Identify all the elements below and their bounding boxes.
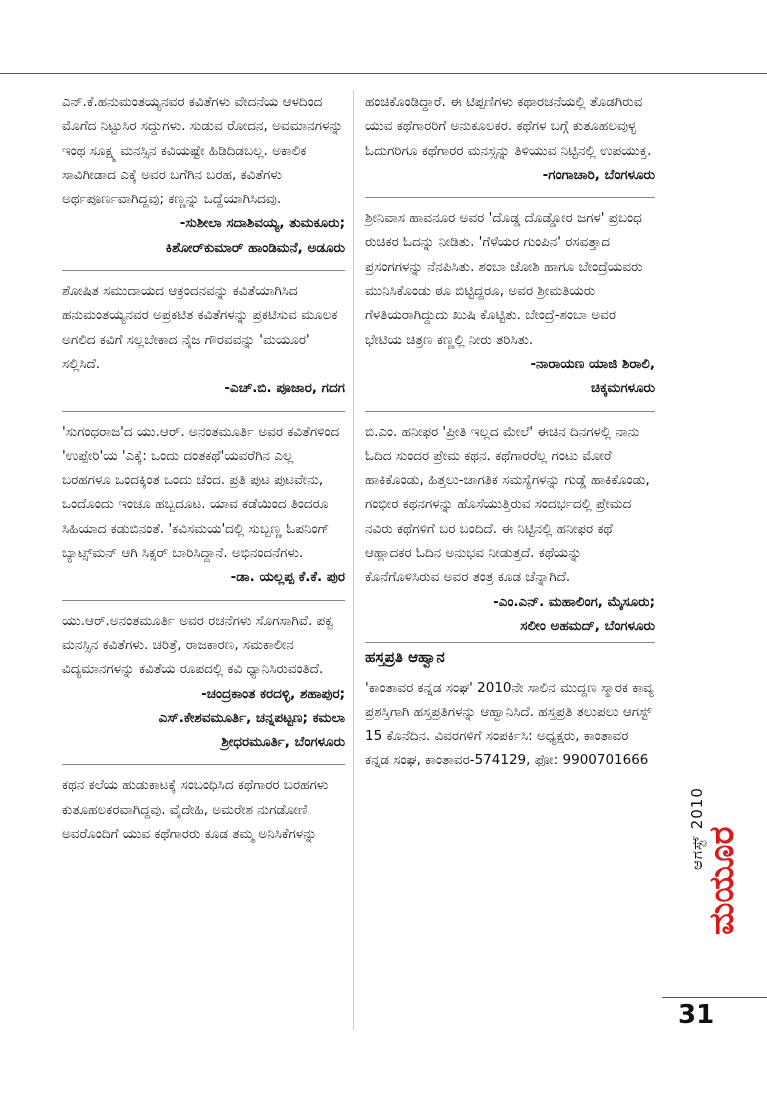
letter-text: ಹಂಚಿಕೊಂಡಿದ್ದಾರೆ. ಈ ಟಿಪ್ಪಣಿಗಳು ಕಥಾರಚನೆಯಲ್ಲಿ ತೊಡಗಿರುವ ಯುವ ಕಥೆಗಾರರಿಗೆ ಅನುಕೂಲಕರ. ಕಥೆಗಳ ಬಗ್ಗೆ ಕುತೂಹಲವುಳ್ಳ ಓದುಗರಿಗೂ ಕಥೆಗಾರರ ಮನಸ್ಸನ್ನು ತಿಳಿಯುವ ನಿಟ್ಟಿನಲ್ಲಿ ಉಪಯುಕ್ತ. [365,94,652,159]
reader-letter [365,90,655,187]
reader-letter [365,197,655,400]
magazine-name: ಮಯೂರ [702,826,742,935]
letter-signature: -ಗಂಗಾಚಾರಿ, ಬೆಂಗಳೂರು [542,166,655,183]
reader-letter [62,764,345,846]
column-divider [353,90,354,1030]
notice-title: ಹಸ್ತಪ್ರತಿ ಆಹ್ವಾನ [365,648,445,667]
letter-signature: -ನಾರಾಯಣ ಯಾಜಿ ಶಿರಾಲಿ, [530,355,655,372]
page-number: 31 [678,1000,715,1030]
letter-signature: -ಎಂ.ಎನ್. ಮಹಾಲಿಂಗ, ಮೈಸೂರು; [493,593,655,610]
reader-letter [62,411,345,590]
manuscript-notice [365,642,655,772]
notice-text: 'ಕಾಂತಾವರ ಕನ್ನಡ ಸಂಘ' 2010ನೇ ಸಾಲಿನ ಮುದ್ದಣ ಸ್ಮಾರಕ ಕಾವ್ಯ ಪ್ರಶಸ್ತಿಗಾಗಿ ಹಸ್ತಪ್ರತಿಗಳನ್ನು ಆಹ್ವಾನಿಸಿದೆ. ಹಸ್ತಪ್ರತಿ ತಲುಪಲು ಆಗಸ್ಟ್ 15 ಕೊನೆದಿನ. ವಿವರಗಳಿಗೆ ಸಂಪರ್ಕಿಸಿ: ಅಧ್ಯಕ್ಷರು, ಕಾಂತಾವರ ಕನ್ನಡ ಸಂಘ, ಕಾಂತಾವರ-574129, ಫೋ: 9900701666 [365,679,654,769]
letter-text: ಶ್ರೀನಿವಾಸ ಹಾವನೂರ ಅವರ 'ದೊಡ್ಡ ದೊಡ್ಡೋರ ಜಗಳ' ಪ್ರಬಂಧ ರುಚಿಕರ ಓದನ್ನು ನೀಡಿತು. 'ಗೆಳೆಯರ ಗುಂಪಿನ' ರಸವತ್ತಾದ ಪ್ರಸಂಗಗಳನ್ನು ನೆನಪಿಸಿತು. ಶಂಬಾ ಜೋಶಿ ಹಾಗೂ ಬೇಂದ್ರೆಯವರು ಮುನಿಸಿಕೊಂಡು ಠೂ ಬಿಟ್ಟಿದ್ದರೂ, ಅವರ ಶ್ರೀಮತಿಯರು ಗೆಳತಿಯರಾಗಿದ್ದುದು ಖುಷಿ ಕೊಟ್ಟಿತು. ಬೇಂದ್ರೆ-ಶಂಬಾ ಅವರ ಭೇಟಿಯ ಚಿತ್ರಣ ಕಣ್ಣಲ್ಲಿ ನೀರು ತರಿಸಿತು. [365,210,643,348]
letter-text: ಶೋಷಿತ ಸಮುದಾಯದ ಆಕ್ರಂದನವನ್ನು ಕವಿತೆಯಾಗಿಸಿದ ಹನುಮಂತಯ್ಯನವರ ಅಪ್ರಕಟಿತ ಕವಿತೆಗಳನ್ನು ಪ್ರಕಟಿಸುವ ಮೂಲಕ ಅಗಲಿದ ಕವಿಗೆ ಸಲ್ಲಬೇಕಾದ ನೈಜ ಗೌರವವನ್ನು 'ಮಯೂರ' ಸಲ್ಲಿಸಿದೆ. [62,283,338,372]
letter-signature: -ಚಂದ್ರಕಾಂತ ಕರದಳ್ಳಿ, ಶಹಾಪುರ; [201,685,345,702]
right-column [365,90,655,773]
issue-date: ಆಗಸ್ಟ್ 2010 [688,787,706,870]
letter-text: ಬಿ.ಎಂ. ಹನೀಫರ 'ಪ್ರೀತಿ ಇಲ್ಲದ ಮೇಲೆ' ಈಚಿನ ದಿನಗಳಲ್ಲಿ ನಾನು ಓದಿದ ಸುಂದರ ಪ್ರೇಮ ಕಥನ. ಕಥೆಗಾರರೆಲ್ಲ ಗಂಟು ಮೋರೆ ಹಾಕಿಕೊಂಡು, ಹಿತ್ತಲು-ಜಾಗತಿಕ ಸಮಸ್ಯೆಗಳನ್ನು ಗುಡ್ಡೆ ಹಾಕಿಕೊಂಡು, ಗಂಭೀರ ಕಥನಗಳನ್ನು ಹೊಸೆಯುತ್ತಿರುವ ಸಂದರ್ಭದಲ್ಲಿ ಪ್ರೇಮದ ನವಿರು ಕಥೆಗಳಿಗೆ ಬರ ಬಂದಿದೆ. ಈ ನಿಟ್ಟಿನಲ್ಲಿ ಹನೀಫರ ಕಥೆ ಆಹ್ಲಾದಕರ ಓದಿನ ಅನುಭವ ನೀಡುತ್ತದೆ. ಕಥೆಯನ್ನು ಕೊನೆಗೊಳಿಸಿರುವ ಅವರ ತಂತ್ರ ಕೂಡ ಚೆನ್ನಾಗಿದೆ. [365,423,650,586]
reader-letter [62,90,345,260]
letter-signature: -ಡಾ. ಯಲ್ಲಪ್ಪ ಕೆ.ಕೆ. ಪುರ [230,569,345,586]
reader-letter [62,600,345,755]
letter-text: ಕಥನ ಕಲೆಯ ಹುಡುಕಾಟಕ್ಕೆ ಸಂಬಂಧಿಸಿದ ಕಥೆಗಾರರ ಬರಹಗಳು ಕುತೂಹಲಕರವಾಗಿದ್ದವು. ವೈದೇಹಿ, ಅಮರೇಶ ನುಗಡೋಣಿ ಅವರೊಂದಿಗೆ ಯುವ ಕಥೆಗಾರರು ಕೂಡ ತಮ್ಮ ಅನಿಸಿಕೆಗಳನ್ನು [62,777,329,843]
letter-signature: ಚಿಕ್ಕಮಗಳೂರು [591,380,655,397]
letter-signature: ಕಿಶೋರ್‌ಕುಮಾರ್ ಹಾಂಡಿಮನೆ, ಅಡೂರು [165,239,345,256]
letter-signature: -ಎಚ್.ಬಿ. ಪೂಜಾರ, ಗದಗ [224,380,345,397]
footer-rule [662,997,767,998]
letter-signature: -ಸುಶೀಲಾ ಸದಾಶಿವಯ್ಯ, ತುಮಕೂರು; [179,215,345,232]
letter-text: ಎನ್.ಕೆ.ಹನುಮಂತಯ್ಯನವರ ಕವಿತೆಗಳು ವೇದನೆಯ ಆಳದಿಂದ ಮೊಗೆದ ನಿಟ್ಟುಸಿರ ಸದ್ದುಗಳು. ಸುಡುವ ರೋದನ, ಅವಮಾನಗಳನ್ನು ಇಂಥ ಸೂಕ್ಷ್ಮ ಮನಸ್ಸಿನ ಕವಿಯಷ್ಟೇ ಹಿಡಿದಿಡಬಲ್ಲ. ಅಕಾಲಿಕ ಸಾವಿಗೀಡಾದ ಎಕ್ಕೆ ಅವರ ಬಗೆಗಿನ ಬರಹ, ಕವಿತೆಗಳು ಅರ್ಥಪೂರ್ಣವಾಗಿದ್ದವು; ಕಣ್ಣನ್ನು ಒದ್ದೆಯಾಗಿಸಿದವು. [62,94,344,208]
letter-signature: ಸಲೀಂ ಅಹಮದ್, ಬೆಂಗಳೂರು [520,617,655,634]
letter-text: 'ಸುಗಂಧರಾಜ'ದ ಯು.ಆರ್. ಅನಂತಮೂರ್ತಿ ಅವರ ಕವಿತೆಗಳಿಂದ 'ಉಪ್ಪೇರಿ'ಯ 'ಎಕ್ಕೆ: ಒಂದು ದಂತಕಥೆ'ಯವರೆಗಿನ ಎಲ್ಲ ಬರಹಗಳೂ ಒಂದಕ್ಕಿಂತ ಒಂದು ಚೆಂದ. ಪ್ರತಿ ಪುಟ ಪುಟವೇನು, ಒಂದೊಂದು ಇಂಚೂ ಹಬ್ಬದೂಟ. ಯಾವ ಕಡೆಯಿಂದ ತಿಂದರೂ ಸಿಹಿಯಾದ ಕಡುಬಿನಂತೆ. 'ಕವಿಸಮಯ'ದಲ್ಲಿ ಸುಬ್ಬಣ್ಣ ಓಪನಿಂಗ್ ಬ್ಯಾಟ್ಸ್‌ಮನ್ ಆಗಿ ಸಿಕ್ಸರ್ ಬಾರಿಸಿದ್ದಾನೆ. ಅಭಿನಂದನೆಗಳು. [62,423,340,562]
reader-letter [365,411,655,639]
letter-signature: ಶ್ರೀಧರಮೂರ್ತಿ, ಬೆಂಗಳೂರು [221,734,345,751]
reader-letter [62,270,345,400]
top-rule [0,73,767,74]
left-column [62,90,345,846]
letter-signature: ಎಸ್.ಕೇಶವಮೂರ್ತಿ, ಚನ್ನಪಟ್ಟಣ; ಕಮಲಾ [158,709,345,726]
letter-text: ಯು.ಆರ್.ಅನಂತಮೂರ್ತಿ ಅವರ ರಚನೆಗಳು ಸೊಗಸಾಗಿವೆ. ಪಕ್ವ ಮನಸ್ಸಿನ ಕವಿತೆಗಳು. ಚರಿತ್ರೆ, ರಾಜಕಾರಣ, ಸಮಕಾಲೀನ ವಿದ್ಯಮಾನಗಳನ್ನು ಕವಿತೆಯ ರೂಪದಲ್ಲಿ ಕವಿ ಧ್ಯಾನಿಸಿರುವಂತಿದೆ. [62,612,334,678]
